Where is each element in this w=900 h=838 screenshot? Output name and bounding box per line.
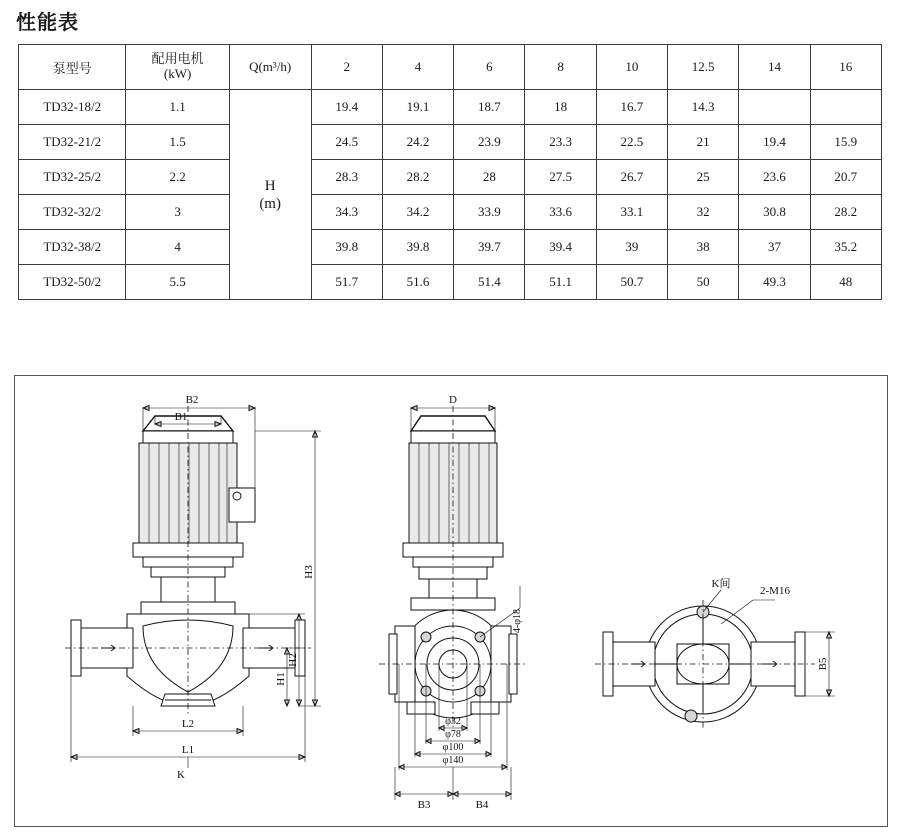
cell-power: 4 — [126, 230, 229, 265]
table-row — [19, 160, 882, 195]
cell-value: 24.5 — [311, 125, 382, 160]
cell-value — [739, 90, 810, 125]
performance-table-container — [18, 44, 882, 300]
header-flow-value-5: 12.5 — [668, 45, 739, 90]
cell-value: 34.3 — [311, 195, 382, 230]
cell-value: 28 — [454, 160, 525, 195]
head-label-line2: (m) — [259, 195, 281, 212]
cell-value: 20.7 — [810, 160, 881, 195]
header-flow-value-0: 2 — [311, 45, 382, 90]
dim-label-phi32: φ32 — [445, 716, 461, 727]
cell-value: 26.7 — [596, 160, 667, 195]
cell-value: 33.1 — [596, 195, 667, 230]
cell-value: 28.2 — [382, 160, 453, 195]
dim-label-k: K — [177, 769, 185, 781]
header-flow-value-7: 16 — [810, 45, 881, 90]
dim-label-b2: B2 — [185, 394, 199, 406]
header-flow-value-1: 4 — [382, 45, 453, 90]
header-flow-value-3: 8 — [525, 45, 596, 90]
technical-drawing-panel — [14, 375, 888, 827]
cell-value: 39.4 — [525, 230, 596, 265]
cell-value — [810, 90, 881, 125]
cell-value: 19.4 — [739, 125, 810, 160]
cell-value: 50 — [668, 265, 739, 300]
cell-value: 18.7 — [454, 90, 525, 125]
cell-value: 23.9 — [454, 125, 525, 160]
cell-value: 51.6 — [382, 265, 453, 300]
cell-value: 27.5 — [525, 160, 596, 195]
table-row — [19, 90, 882, 125]
header-flow-value-6: 14 — [739, 45, 810, 90]
dim-label-2-m16: 2-M16 — [760, 585, 790, 597]
dim-label-4-phi18: 4-φ18 — [512, 608, 523, 634]
header-power-line2: (kW) — [163, 66, 192, 81]
header-flow: Q(m³/h) — [229, 45, 311, 90]
dim-label-h3: H3 — [303, 565, 315, 579]
cell-value: 23.6 — [739, 160, 810, 195]
cell-model: TD32-32/2 — [19, 195, 126, 230]
table-row — [19, 265, 882, 300]
cell-value: 34.2 — [382, 195, 453, 230]
cell-model: TD32-25/2 — [19, 160, 126, 195]
cell-value: 18 — [525, 90, 596, 125]
cell-model: TD32-21/2 — [19, 125, 126, 160]
cell-model: TD32-50/2 — [19, 265, 126, 300]
dim-label-k-jian: K间 — [711, 578, 731, 590]
header-power — [126, 45, 229, 90]
cell-value: 23.3 — [525, 125, 596, 160]
cell-value: 35.2 — [810, 230, 881, 265]
cell-value: 37 — [739, 230, 810, 265]
table-row — [19, 125, 882, 160]
dim-label-b4: B4 — [475, 799, 489, 811]
cell-value: 32 — [668, 195, 739, 230]
cell-power: 2.2 — [126, 160, 229, 195]
cell-value: 19.4 — [311, 90, 382, 125]
cell-model: TD32-38/2 — [19, 230, 126, 265]
side-view — [379, 394, 527, 811]
cell-value: 50.7 — [596, 265, 667, 300]
cell-value: 48 — [810, 265, 881, 300]
dim-label-phi140: φ140 — [442, 755, 464, 766]
cell-value: 39 — [596, 230, 667, 265]
dim-label-b1: B1 — [174, 411, 188, 423]
dim-label-b5: B5 — [817, 657, 829, 671]
cell-value: 39.7 — [454, 230, 525, 265]
cell-value: 39.8 — [382, 230, 453, 265]
cell-value: 51.7 — [311, 265, 382, 300]
cell-value: 39.8 — [311, 230, 382, 265]
cell-value: 33.9 — [454, 195, 525, 230]
cell-value: 16.7 — [596, 90, 667, 125]
dim-label-h2: H2 — [287, 653, 299, 667]
cell-power: 1.5 — [126, 125, 229, 160]
table-header-row — [19, 45, 882, 90]
cell-value: 15.9 — [810, 125, 881, 160]
cell-value: 49.3 — [739, 265, 810, 300]
cell-value: 19.1 — [382, 90, 453, 125]
cell-head-label — [229, 90, 311, 300]
dim-label-b3: B3 — [417, 799, 431, 811]
cell-value: 22.5 — [596, 125, 667, 160]
cell-value: 28.3 — [311, 160, 382, 195]
front-view — [65, 394, 321, 781]
dim-label-d: D — [449, 394, 457, 406]
cell-value: 51.1 — [525, 265, 596, 300]
cell-power: 1.1 — [126, 90, 229, 125]
cell-value: 24.2 — [382, 125, 453, 160]
cell-model: TD32-18/2 — [19, 90, 126, 125]
cell-value: 38 — [668, 230, 739, 265]
dim-label-l2: L2 — [181, 718, 195, 730]
header-model: 泵型号 — [19, 45, 126, 90]
header-flow-value-2: 6 — [454, 45, 525, 90]
cell-value: 21 — [668, 125, 739, 160]
header-power-line1: 配用电机 — [151, 51, 204, 67]
top-view — [595, 576, 835, 728]
cell-power: 5.5 — [126, 265, 229, 300]
dim-label-l1: L1 — [181, 744, 195, 756]
head-label-line1: H — [264, 177, 276, 194]
header-flow-value-4: 10 — [596, 45, 667, 90]
cell-value: 28.2 — [810, 195, 881, 230]
dim-label-phi100: φ100 — [442, 742, 464, 753]
cell-power: 3 — [126, 195, 229, 230]
cell-value: 14.3 — [668, 90, 739, 125]
table-row — [19, 230, 882, 265]
page-title: 性能表 — [16, 12, 79, 34]
table-row — [19, 195, 882, 230]
dim-label-h1: H1 — [275, 672, 287, 686]
cell-value: 33.6 — [525, 195, 596, 230]
cell-value: 30.8 — [739, 195, 810, 230]
cell-value: 25 — [668, 160, 739, 195]
dim-label-phi78: φ78 — [445, 729, 461, 740]
performance-table — [18, 44, 882, 300]
cell-value: 51.4 — [454, 265, 525, 300]
